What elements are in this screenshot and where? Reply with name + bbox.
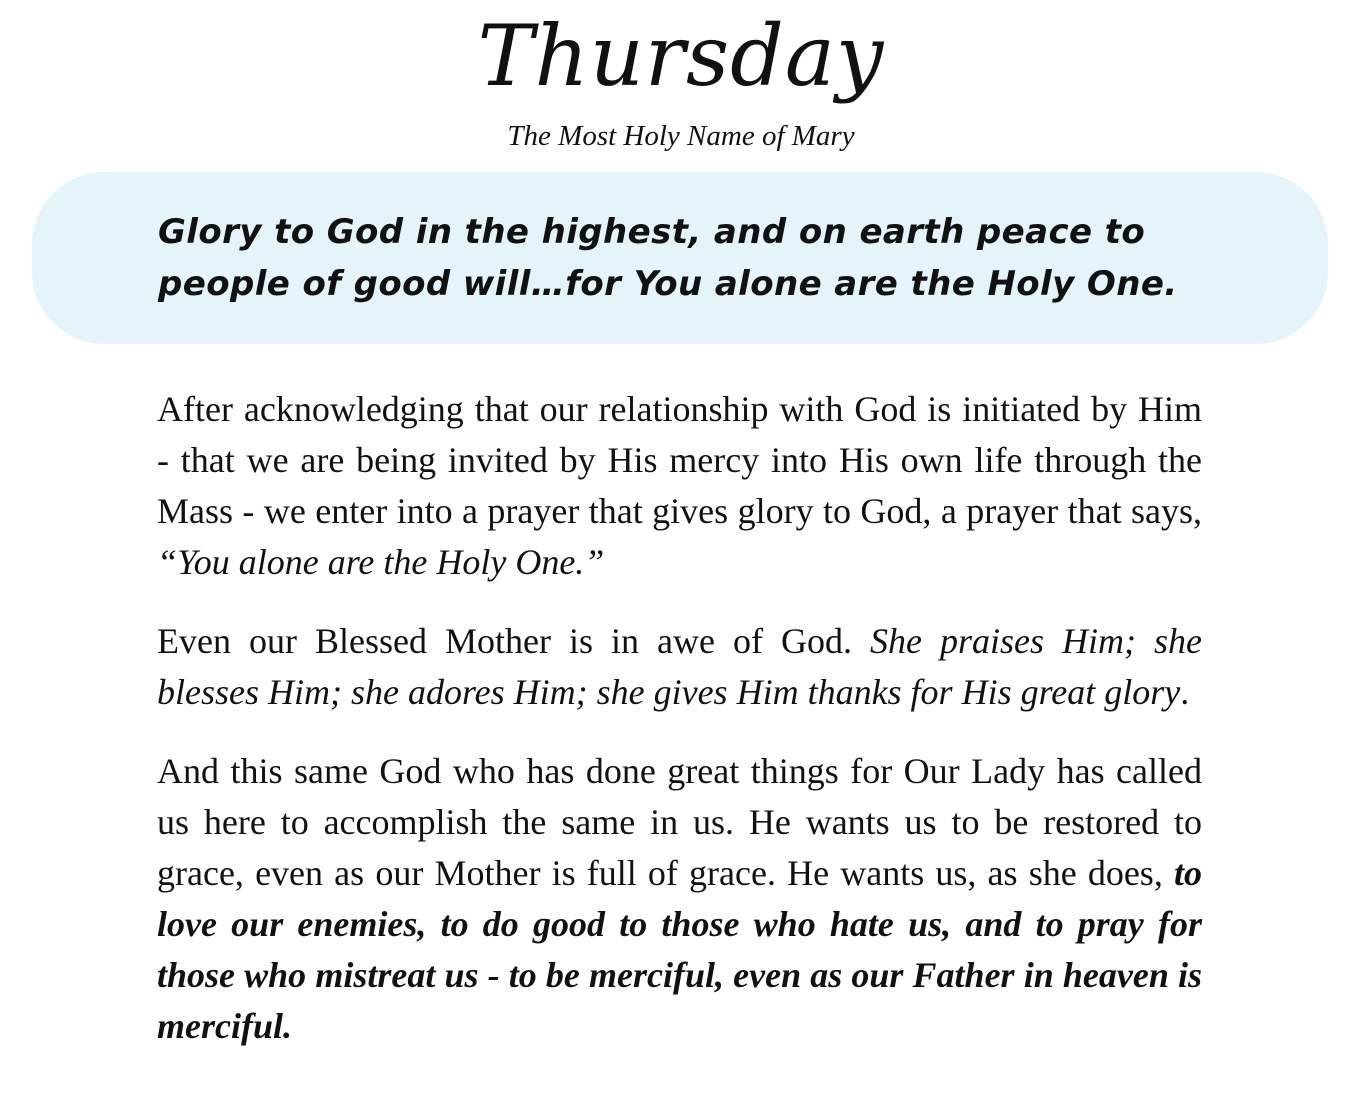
page-title: Thursday xyxy=(477,7,885,105)
paragraph-3 xyxy=(157,746,1202,1052)
paragraph-2-italic: She praises Him; she blesses Him; she adores Him; she gives Him thanks for His great glory xyxy=(157,621,1202,712)
page-subtitle: The Most Holy Name of Mary xyxy=(507,120,855,152)
paragraph-3-bold-italic: to love our enemies, to do good to those who hate us, and to pray for those who mistreat us - to be merciful, even as our Father in heaven is merciful. xyxy=(157,853,1202,1046)
paragraph-1 xyxy=(157,384,1202,588)
paragraph-3-text: And this same God who has done great things for Our Lady has called us here to accomplish the same in us. He wants us to be restored to grace, even as our Mother is full of grace. He wants us, as she does, xyxy=(157,751,1202,893)
paragraph-1-italic: “You alone are the Holy One.” xyxy=(157,542,605,582)
paragraph-2 xyxy=(157,616,1202,718)
paragraph-2-text: Even our Blessed Mother is in awe of God. xyxy=(157,621,870,661)
body-text xyxy=(157,384,1202,1080)
paragraph-1-text: After acknowledging that our relationship with God is initiated by Him - that we are being invited by His mercy into His own life through the Mass - we enter into a prayer that gives glory to God, a prayer that says, xyxy=(157,389,1202,531)
paragraph-2-end: . xyxy=(1180,672,1190,712)
quote-text: Glory to God in the highest, and on earth peace to people of good will…for You alone are the Holy One. xyxy=(158,212,1178,304)
